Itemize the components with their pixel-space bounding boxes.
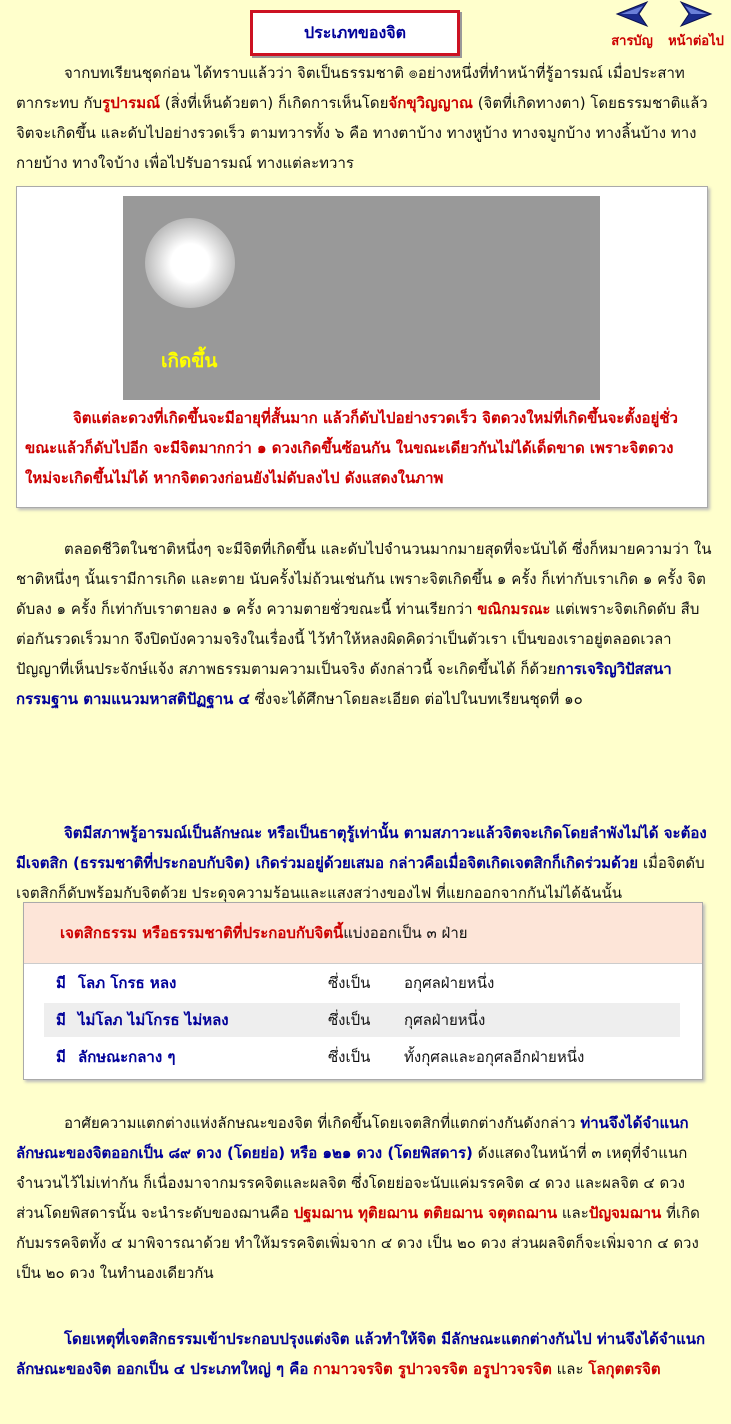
table-header-rest: แบ่งออกเป็น ๓ ฝ่าย [343,924,468,942]
row-category: กุศลฝ่ายหนึ่ง [404,1011,486,1029]
para4-text-3: และ [557,1204,589,1222]
row-quality: ลักษณะกลาง ๆ [78,1048,176,1066]
term-lokuttara: โลกุตตรจิต [588,1360,661,1378]
para5-text: และ [551,1360,589,1378]
animation-panel [16,186,708,508]
toc-label: สารบัญ [611,34,653,49]
term-cakkhu-vinnana: จักขุวิญญาณ [388,94,473,112]
table-row [44,966,680,1000]
table-row [44,1003,680,1037]
arrow-right-icon [679,0,713,28]
row-prefix: มี [56,1011,66,1029]
table-row [44,1040,680,1074]
intro-paragraph [16,58,712,178]
animation-stage [123,196,600,400]
next-page-label: หน้าต่อไป [668,34,724,49]
row-prefix: มี [56,1048,66,1066]
row-category: ทั้งกุศลและอกุศลอีกฝ่ายหนึ่ง [404,1048,585,1066]
para5-bold: โดยเหตุที่เจตสิกธรรมเข้าประกอบปรุงแต่งจิต แล้วทำให้จิต มีลักษณะแตกต่างกันไป ท่านจึงได้จำแนก ลักษณะของจิต ออกเป็น ๔ ประเภทใหญ่ ๆ คือ [16,1330,706,1378]
term-rupa-arom: รูปารมณ์ [102,94,161,112]
para2-text-2: แต่เพราะจิตเกิดดับ สืบต่อกันรวดเร็วมาก จึงปิดบังความจริงในเรื่องนี้ ไว้ทำให้หลงผิดคิดว่าเป็นตัวเรา เป็นของเราอยู่ตลอดเวลา ปัญญาที่เห็นประจักษ์แจ้ง สภาพธรรมตามความเป็นจริง ดังกล่าวนี้ จะเกิดขึ้นได้ ก็ด้วย [16,600,700,678]
animation-caption: จิตแต่ละดวงที่เกิดขึ้นจะมีอายุที่สั้นมาก แล้วก็ดับไปอย่างรวดเร็ว จิตดวงใหม่ที่เกิดขึ้นจะตั้งอยู่ชั่วขณะแล้วก็ดับไปอีก จะมีจิตมากกว่า ๑ ดวงเกิดขึ้นซ้อนกัน ในขณะเดียวกันไม่ได้เด็ดขาด เพราะจิตดวงใหม่จะเกิดขึ้นไม่ได้ หากจิตดวงก่อนยังไม่ดับลงไป ดังแสดงในภาพ [25,409,678,487]
intro-text-2: (สิ่งที่เห็นด้วยตา) ก็เกิดการเห็นโดย [160,94,389,112]
para4-text-4: ที่เกิดกับมรรคจิตทั้ง ๔ มาพิจารณาด้วย ทำให้มรรคจิตเพิ่มจาก ๔ ดวง เป็น ๒๐ ดวง ส่วนผลจิตก็จะเพิ่มจาก ๔ ดวง เป็น ๒๐ ดวง ในทำนองเดียวกัน [16,1204,700,1282]
next-page-button[interactable] [666,0,726,51]
page-title: ประเภทของจิต [303,22,407,42]
paragraph-5 [16,1324,712,1384]
para4-text-1: อาศัยความแตกต่างแห่งลักษณะของจิต ที่เกิดขึ้นโดยเจตสิกที่แตกต่างกันดังกล่าว [64,1114,581,1132]
paragraph-2 [16,534,712,714]
toc-button[interactable] [602,0,662,51]
para2-text-1: ตลอดชีวิตในชาติหนึ่งๆ จะมีจิตที่เกิดขึ้น และดับไปจำนวนมากมายสุดที่จะนับได้ ซึ่งก็หมายความว่า ในชาติหนึ่งๆ นั้นเรามีการเกิด และตาย นับครั้งไม่ถ้วนเช่นกัน เพราะจิตเกิดขึ้น ๑ ครั้ง ก็เท่ากับเราเกิด ๑ ครั้ง จิตดับลง ๑ ครั้ง ก็เท่ากับเราตายลง ๑ ครั้ง ความตายชั่วขณะนี้ ท่านเรียกว่า [16,540,712,618]
table-header-bold: เจตสิกธรรม หรือธรรมชาติที่ประกอบกับจิตนี้ [60,924,344,942]
row-quality: ไม่โลภ ไม่โกรธ ไม่หลง [78,1011,229,1029]
term-citta-types: กามาวจรจิต รูปาวจรจิต อรูปาวจรจิต [313,1360,552,1378]
row-connector: ซึ่งเป็น [328,974,371,992]
term-khanika-marana: ขณิกมรณะ [477,600,551,618]
row-connector: ซึ่งเป็น [328,1011,371,1029]
row-prefix: มี [56,974,66,992]
animation-label: เกิดขึ้น [161,350,218,372]
para4-text-2: ดังแสดงในหน้าที่ ๓ เหตุที่จำแนกจำนวนไว้ไม่เท่ากัน ก็เนื่องมาจากมรรคจิตและผลจิต ซึ่งโดยย่อจะนับแค่มรรคจิต ๔ ดวง และผลจิต ๔ ดวง ส่วนโดยพิสดารนั้น จะนำระดับของฌานคือ [16,1144,688,1222]
row-category: อกุศลฝ่ายหนึ่ง [404,974,495,992]
para2-text-3: ซึ่งจะได้ศึกษาโดยละเอียด ต่อไปในบทเรียนชุดที่ ๑๐ [249,690,583,708]
para4-bold: ท่านจึงได้จำแนกลักษณะของจิตออกเป็น ๘๙ ดวง (โดยย่อ) หรือ ๑๒๑ ดวง (โดยพิสดาร) [16,1114,689,1162]
row-quality: โลภ โกรธ หลง [78,974,177,992]
paragraph-4 [16,1108,712,1288]
para3-bold: จิตมีสภาพรู้อารมณ์เป็นลักษณะ หรือเป็นธาตุรู้เท่านั้น ตามสภาวะแล้วจิตจะเกิดโดยลำพังไม่ได้ จะต้องมีเจตสิก (ธรรมชาติที่ประกอบกับจิต) เกิดร่วมอยู่ด้วยเสมอ กล่าวคือเมื่อจิตเกิดเจตสิกก็เกิดร่วมด้วย [16,824,707,872]
table-header [24,903,702,964]
cetasika-table [23,902,703,1080]
paragraph-3 [16,818,712,908]
row-connector: ซึ่งเป็น [328,1048,371,1066]
term-jhana-levels: ปฐมฌาน ทุติยฌาน ตติยฌาน จตุตถฌาน [293,1204,558,1222]
intro-text-3: (จิตที่เกิดทางตา) โดยธรรมชาติแล้ว จิตจะเกิดขึ้น และดับไปอย่างรวดเร็ว ตามทวารทั้ง ๖ คือ ทางตาบ้าง ทางหูบ้าง ทางจมูกบ้าง ทางลิ้นบ้าง ทางกายบ้าง ทางใจบ้าง เพื่อไปรับอารมณ์ ทางแต่ละทวาร [16,94,708,172]
term-vipassana: การเจริญวิปัสสนากรรมฐาน ตามแนวมหาสติปัฏฐาน ๔ [16,660,672,708]
term-pancama-jhana: ปัญจมฌาน [588,1204,662,1222]
intro-text-1: จากบทเรียนชุดก่อน ได้ทราบแล้วว่า จิตเป็นธรรมชาติ ๏อย่างหนึ่งที่ทำหน้าที่รู้อารมณ์ เมื่อประสาทตากระทบ กับ [16,64,685,112]
mind-ball-graphic [145,218,235,308]
arrow-left-icon [615,0,649,28]
para3-text: เมื่อจิตดับ เจตสิกก็ดับพร้อมกับจิตด้วย ประดุจความร้อนและแสงสว่างของไฟ ที่แยกออกจากกันไม่ได้ฉันนั้น [16,854,705,902]
page-title-box [250,10,460,56]
